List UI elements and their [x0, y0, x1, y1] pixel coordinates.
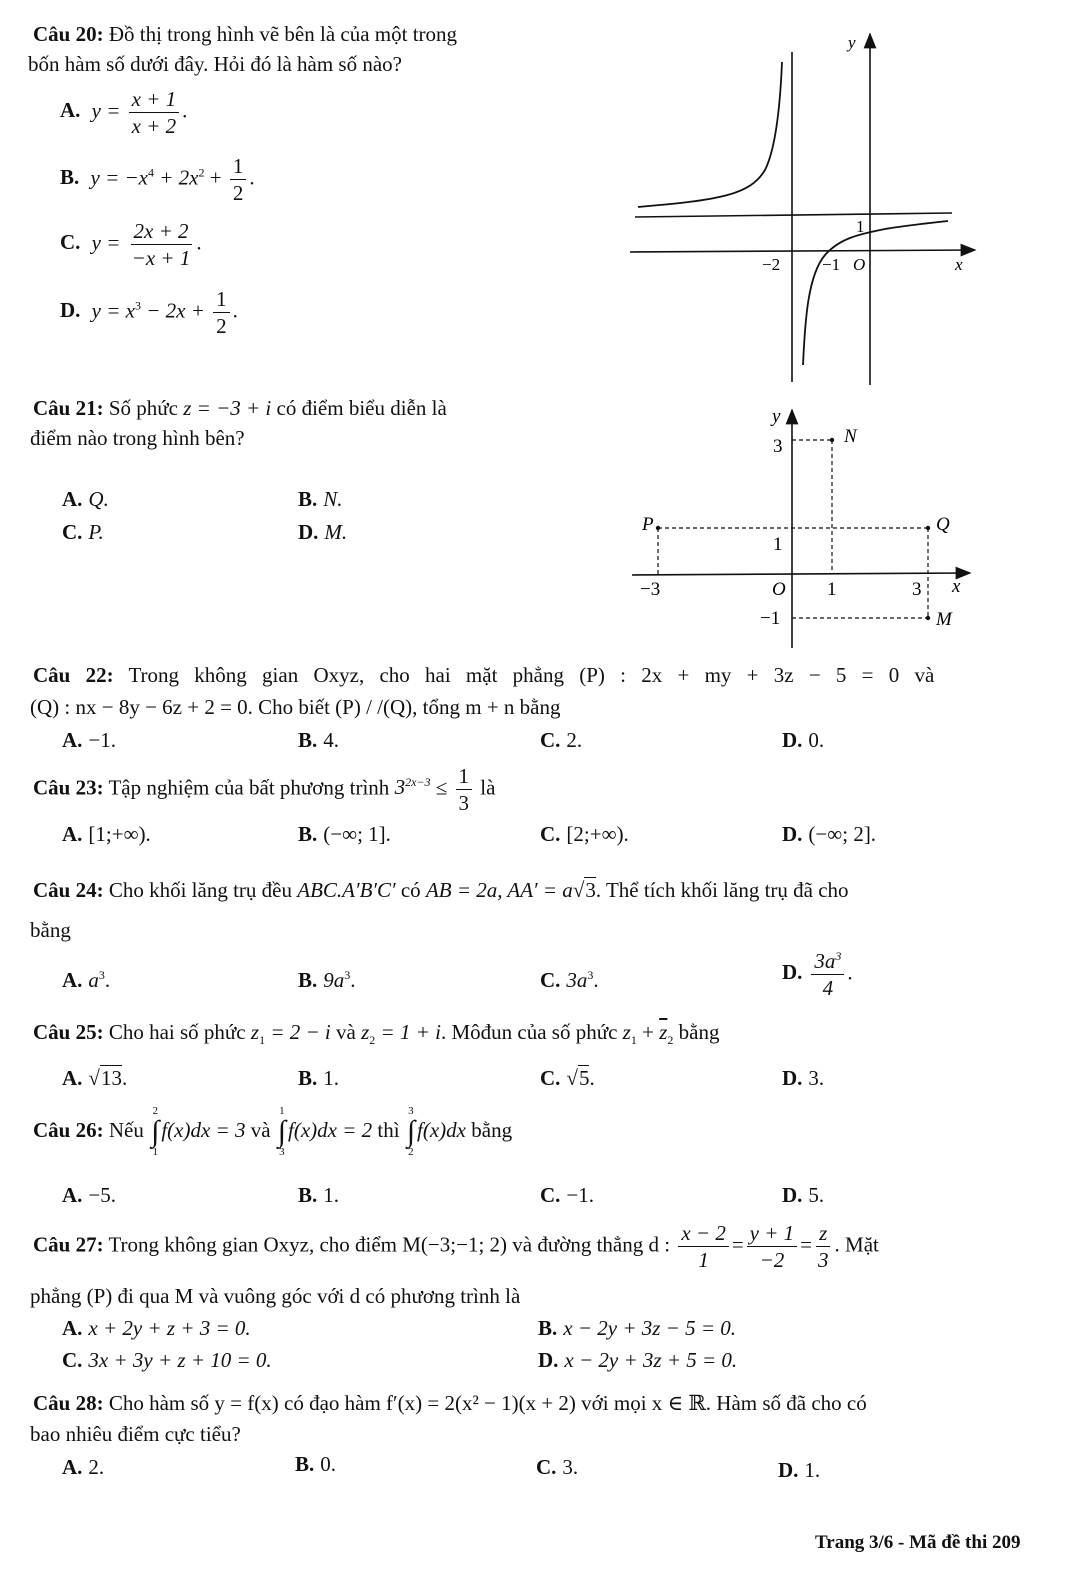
tick-minus-1: −1	[822, 255, 841, 274]
q24-option-b[interactable]: B. $9a^3$.	[298, 968, 356, 992]
q21-graph	[620, 400, 980, 650]
tick-x-minus-3: −3	[640, 579, 661, 600]
q27-option-b[interactable]: B. x − 2y + 3z − 5 = 0.	[538, 1316, 737, 1340]
q20-option-a[interactable]: A. y = $\frac{x + 1}{x + 2}$ .	[60, 87, 188, 139]
integral-2: 1 ∫ 3	[277, 1105, 286, 1158]
tick-x-1: 1	[827, 579, 837, 600]
label-Q: Q	[936, 514, 950, 535]
origin-label: O	[853, 255, 866, 274]
horizontal-asymptote	[635, 213, 952, 217]
tick-1: 1	[856, 217, 865, 236]
x-label: x	[955, 255, 963, 274]
q28-option-b[interactable]: B. 0.	[295, 1452, 337, 1476]
point-Q	[926, 526, 930, 530]
q20-option-d[interactable]: D. $y = x^3 - 2x$ + $\frac{1}{2}$ .	[60, 287, 238, 339]
q28-stem-line2: bao nhiêu điểm cực tiểu?	[30, 1422, 241, 1446]
q24-option-c[interactable]: C. $3a^3$.	[540, 968, 599, 992]
y-label: y	[848, 33, 856, 52]
x-axis	[632, 573, 970, 575]
x-axis	[630, 250, 975, 252]
q25-option-c[interactable]: C. √5.	[540, 1066, 595, 1090]
q21-stem-line1: Câu 21: Số phức z = −3 + i có điểm biểu diễn là	[33, 396, 447, 420]
point-M	[926, 616, 930, 620]
q25-option-d[interactable]: D. 3.	[782, 1066, 825, 1090]
tick-y-3: 3	[773, 436, 783, 457]
tick-minus-2: −2	[762, 255, 781, 274]
q23-option-c[interactable]: C. [2;+∞).	[540, 822, 629, 846]
q20-stem-line2: bốn hàm số dưới đây. Hỏi đó là hàm số nào?	[28, 52, 402, 76]
tick-y-1: 1	[773, 534, 783, 555]
q25-stem: Câu 25: Cho hai số phức $z_1 = 2 - i$ và $z_2 = 1 + i$. Môđun của số phức $z_1 + \overline{z}_2$ bằng	[33, 1020, 720, 1048]
origin-label: O	[772, 579, 786, 600]
q23-option-a[interactable]: A. [1;+∞).	[62, 822, 151, 846]
q22-stem-line2: (Q) : nx − 8y − 6z + 2 = 0. Cho biết (P) / /(Q), tổng m + n bằng	[30, 695, 561, 719]
q27-option-d[interactable]: D. x − 2y + 3z + 5 = 0.	[538, 1348, 738, 1372]
q20-label: Câu 20:	[33, 22, 104, 46]
q24-option-d[interactable]: D. $\frac{3a^3}{4}$ .	[782, 949, 853, 1001]
q28-option-d[interactable]: D. 1.	[778, 1458, 821, 1482]
q27-stem-line1: Câu 27: Trong không gian Oxyz, cho điểm M(−3;−1; 2) và đường thẳng d : $\frac{x - 2}{1}$ = $\frac{y + 1}{-2}$ = $\frac{z}{3}$ . Mặt	[33, 1221, 879, 1273]
q23-option-d[interactable]: D. (−∞; 2].	[782, 822, 877, 846]
q22-option-c[interactable]: C. 2.	[540, 728, 583, 752]
q26-option-c[interactable]: C. −1.	[540, 1183, 595, 1207]
q24-stem-line2: bằng	[30, 918, 71, 942]
q26-option-b[interactable]: B. 1.	[298, 1183, 340, 1207]
fraction: $\frac{1}{2}$	[213, 288, 230, 337]
q27-stem-line2: phẳng (P) đi qua M và vuông góc với d có phương trình là	[30, 1284, 521, 1308]
q24-stem-line1: Câu 24: Cho khối lăng trụ đều ABC.A′B′C′ có AB = 2a, AA′ = a√3. Thể tích khối lăng trụ đã cho	[33, 878, 849, 902]
q25-option-b[interactable]: B. 1.	[298, 1066, 340, 1090]
curve-left-branch	[638, 62, 782, 207]
q20-text: Đồ thị trong hình vẽ bên là của một trong	[108, 22, 458, 46]
label-P: P	[642, 514, 654, 535]
x-label: x	[952, 576, 961, 597]
point-P	[656, 526, 660, 530]
q26-option-d[interactable]: D. 5.	[782, 1183, 825, 1207]
q22-option-a[interactable]: A. −1.	[62, 728, 117, 752]
point-N	[830, 438, 834, 442]
q20-stem-line1	[33, 22, 457, 47]
q22-stem-line1: Câu 22: Trong không gian Oxyz, cho hai mặt phẳng (P) : 2x + my + 3z − 5 = 0 và	[33, 663, 935, 687]
q20-option-b[interactable]: B. $y = -x^4 + 2x^2$ + $\frac{1}{2}$ .	[60, 154, 255, 206]
page-footer: Trang 3/6 - Mã đề thi 209	[815, 1532, 1021, 1553]
q27-option-c[interactable]: C. 3x + 3y + z + 10 = 0.	[62, 1348, 272, 1372]
q26-stem: Câu 26: Nếu 2 ∫ 1 f(x)dx = 3 và 1 ∫ 3 f(x)dx = 2 thì 3 ∫ 2 f(x)dx bằng	[33, 1105, 513, 1158]
q23-option-b[interactable]: B. (−∞; 1].	[298, 822, 391, 846]
q21-option-b[interactable]: B. N.	[298, 487, 343, 511]
curve-right-branch	[803, 221, 948, 365]
integral-1: 2 ∫ 1	[151, 1105, 160, 1158]
q21-option-d[interactable]: D. M.	[298, 520, 348, 544]
tick-x-3: 3	[912, 579, 922, 600]
q22-option-b[interactable]: B. 4.	[298, 728, 340, 752]
q28-option-a[interactable]: A. 2.	[62, 1455, 105, 1479]
fraction: $\frac{x + 1}{x + 2}$	[129, 88, 180, 137]
tick-y-minus-1: −1	[760, 608, 781, 629]
q20-option-c[interactable]: C. y = $\frac{2x + 2}{-x + 1}$ .	[60, 219, 202, 271]
label-M: M	[936, 609, 952, 630]
q23-stem: Câu 23: Tập nghiệm của bất phương trình $3^{2x-3}$ ≤ $\frac{1}{3}$ là	[33, 764, 496, 816]
q28-option-c[interactable]: C. 3.	[536, 1455, 579, 1479]
q28-stem-line1: Câu 28: Cho hàm số y = f(x) có đạo hàm f′(x) = 2(x² − 1)(x + 2) với mọi x ∈ ℝ. Hàm số đã cho có	[33, 1391, 867, 1415]
q27-option-a[interactable]: A. x + 2y + z + 3 = 0.	[62, 1316, 251, 1340]
q21-option-a[interactable]: A. Q.	[62, 487, 109, 511]
y-label: y	[772, 406, 781, 427]
q25-option-a[interactable]: A. √13.	[62, 1066, 128, 1090]
q21-stem-line2: điểm nào trong hình bên?	[30, 426, 245, 450]
integral-3: 3 ∫ 2	[406, 1105, 416, 1158]
q20-graph	[600, 20, 1000, 390]
fraction: $\frac{1}{2}$	[230, 155, 247, 204]
q21-option-c[interactable]: C. P.	[62, 520, 104, 544]
guide-lines	[658, 440, 928, 618]
q26-option-a[interactable]: A. −5.	[62, 1183, 117, 1207]
label-N: N	[844, 426, 857, 447]
q22-option-d[interactable]: D. 0.	[782, 728, 825, 752]
fraction: $\frac{2x + 2}{-x + 1}$	[131, 219, 191, 271]
q24-option-a[interactable]: A. $a^3$.	[62, 968, 111, 992]
